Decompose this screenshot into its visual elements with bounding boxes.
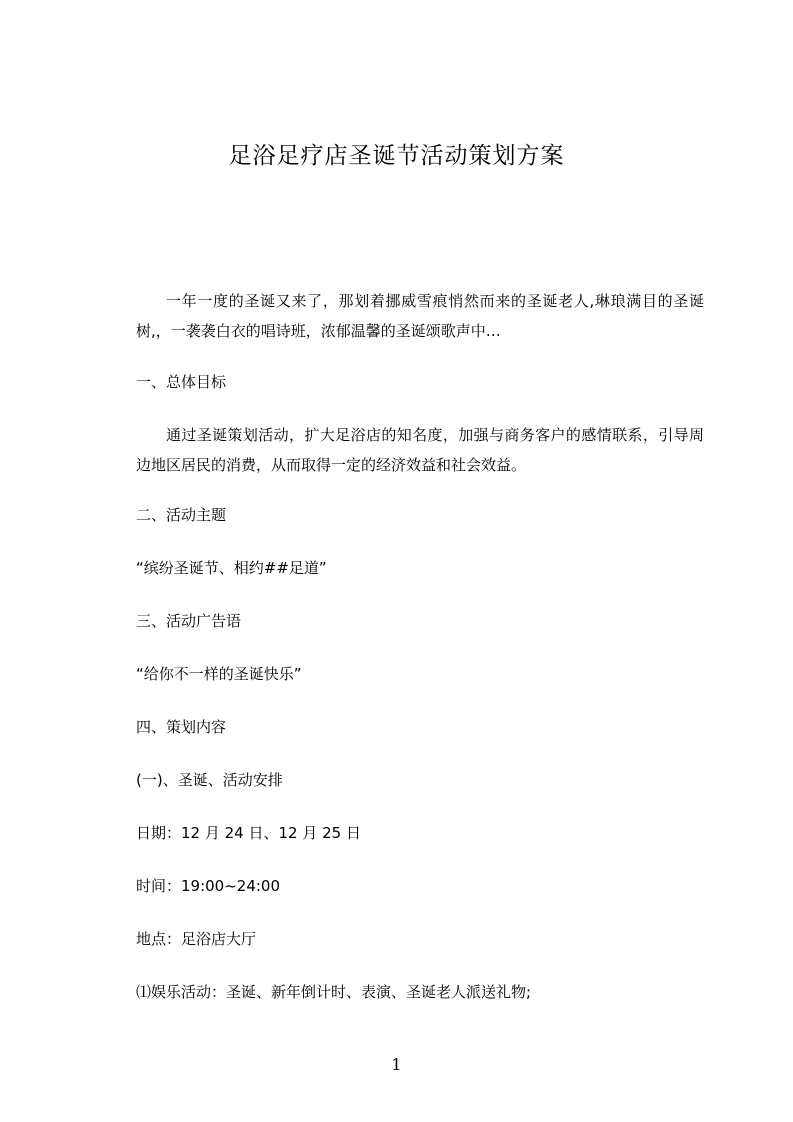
location-line: 地点：足浴店大厅 [136,930,257,948]
section-heading-goal: 一、总体目标 [136,373,227,391]
slogan-text: “给你不一样的圣诞快乐” [136,665,302,683]
section-heading-slogan: 三、活动广告语 [136,612,242,630]
page-number: 1 [391,1055,402,1074]
time-line: 时间：19:00~24:00 [136,877,281,895]
entertainment-item: ⑴娱乐活动：圣诞、新年倒计时、表演、圣诞老人派送礼物; [136,983,532,1001]
date-line: 日期：12 月 24 日、12 月 25 日 [136,824,361,842]
document-title: 足浴足疗店圣诞节活动策划方案 [228,143,565,169]
intro-paragraph: 一年一度的圣诞又来了，那划着挪威雪痕悄然而来的圣诞老人,琳琅满目的圣诞树,，一袭袭白衣的唱诗班，浓郁温馨的圣诞颂歌声中… [136,292,704,340]
section-heading-content: 四、策划内容 [136,718,227,736]
section-heading-theme: 二、活动主题 [136,506,227,524]
theme-text: “缤纷圣诞节、相约##足道” [136,559,327,577]
subsection-heading-schedule: (一)、圣诞、活动安排 [136,771,283,789]
goal-paragraph: 通过圣诞策划活动，扩大足浴店的知名度，加强与商务客户的感情联系，引导周边地区居民的消费，从而取得一定的经济效益和社会效益。 [136,426,704,474]
